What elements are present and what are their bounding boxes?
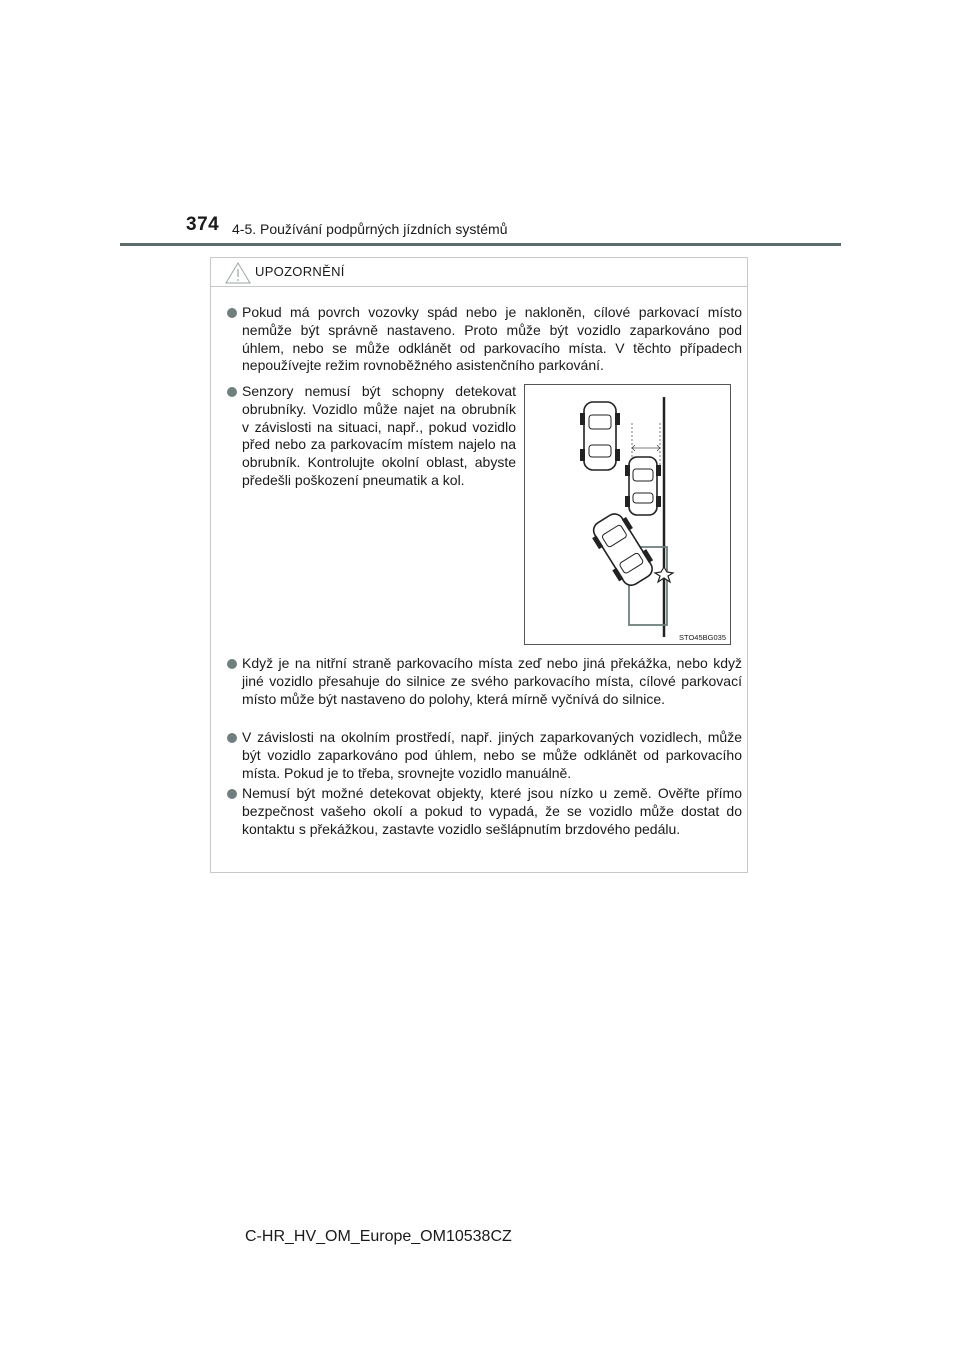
bullet-text: Senzory nemusí být schopny detekovat obrubníky. Vozidlo může najet na obrubník v závislosti na situaci, např., pokud vozidlo před nebo za parkovacím místem najelo na obrubník. Kontrolujte okolní oblast, abyste předešli poškození pneumatik a kol. — [242, 383, 516, 488]
bullet-text: Když je na nitřní straně parkovacího místa zeď nebo jiná překážka, nebo když jiné vozidlo přesahuje do silnice ze svého parkovacího místa, cílové parkovací místo může být nastaveno do polohy, která mírně vyčnívá do silnice. — [242, 655, 742, 707]
warning-bullet — [242, 729, 742, 782]
warning-label: UPOZORNĚNÍ — [255, 264, 345, 279]
bullet-dot-icon — [227, 789, 237, 799]
bullet-dot-icon — [227, 308, 237, 318]
parking-diagram — [525, 385, 730, 644]
document-id: C-HR_HV_OM_Europe_OM10538CZ — [245, 1228, 512, 1245]
warning-bullet — [242, 785, 742, 838]
parked-car-upper — [580, 402, 620, 470]
bullet-text: Nemusí být možné detekovat objekty, které jsou nízko u země. Ověřte přímo bezpečnost vašeho okolí a pokud to vypadá, že se vozidlo může dostat do kontaktu s překážkou, zastavte vozidlo sešlápnutím brzdového pedálu. — [242, 785, 742, 837]
warning-header — [211, 258, 747, 287]
warning-bullet — [242, 655, 742, 708]
bullet-text: V závislosti na okolním prostředí, např. jiných zaparkovaných vozidlech, může být vozidlo zaparkováno pod úhlem, nebo se může odklánět od parkovacího místa. Pokud je to třeba, srovnejte vozidlo manuálně. — [242, 729, 742, 781]
warning-triangle-icon — [225, 262, 251, 284]
angled-car — [587, 508, 659, 590]
bullet-dot-icon — [227, 387, 237, 397]
section-title: 4-5. Používání podpůrných jízdních systémů — [232, 221, 508, 237]
parked-car-middle — [625, 457, 661, 515]
header-divider — [120, 243, 841, 246]
parking-illustration — [524, 384, 731, 645]
warning-bullet — [242, 383, 516, 490]
bullet-dot-icon — [227, 659, 237, 669]
bullet-dot-icon — [227, 733, 237, 743]
bullet-text: Pokud má povrch vozovky spád nebo je nakloněn, cílové parkovací místo nemůže být správně nastaveno. Proto může být vozidlo zaparkováno pod úhlem, nebo se může odklánět od parkovacího místa. V těchto případech nepoužívejte režim rovnoběžného asistenčního parkování. — [242, 304, 742, 374]
page-number: 374 — [186, 214, 220, 235]
warning-bullet — [242, 304, 742, 375]
figure-code: STO45BG035 — [679, 633, 726, 642]
